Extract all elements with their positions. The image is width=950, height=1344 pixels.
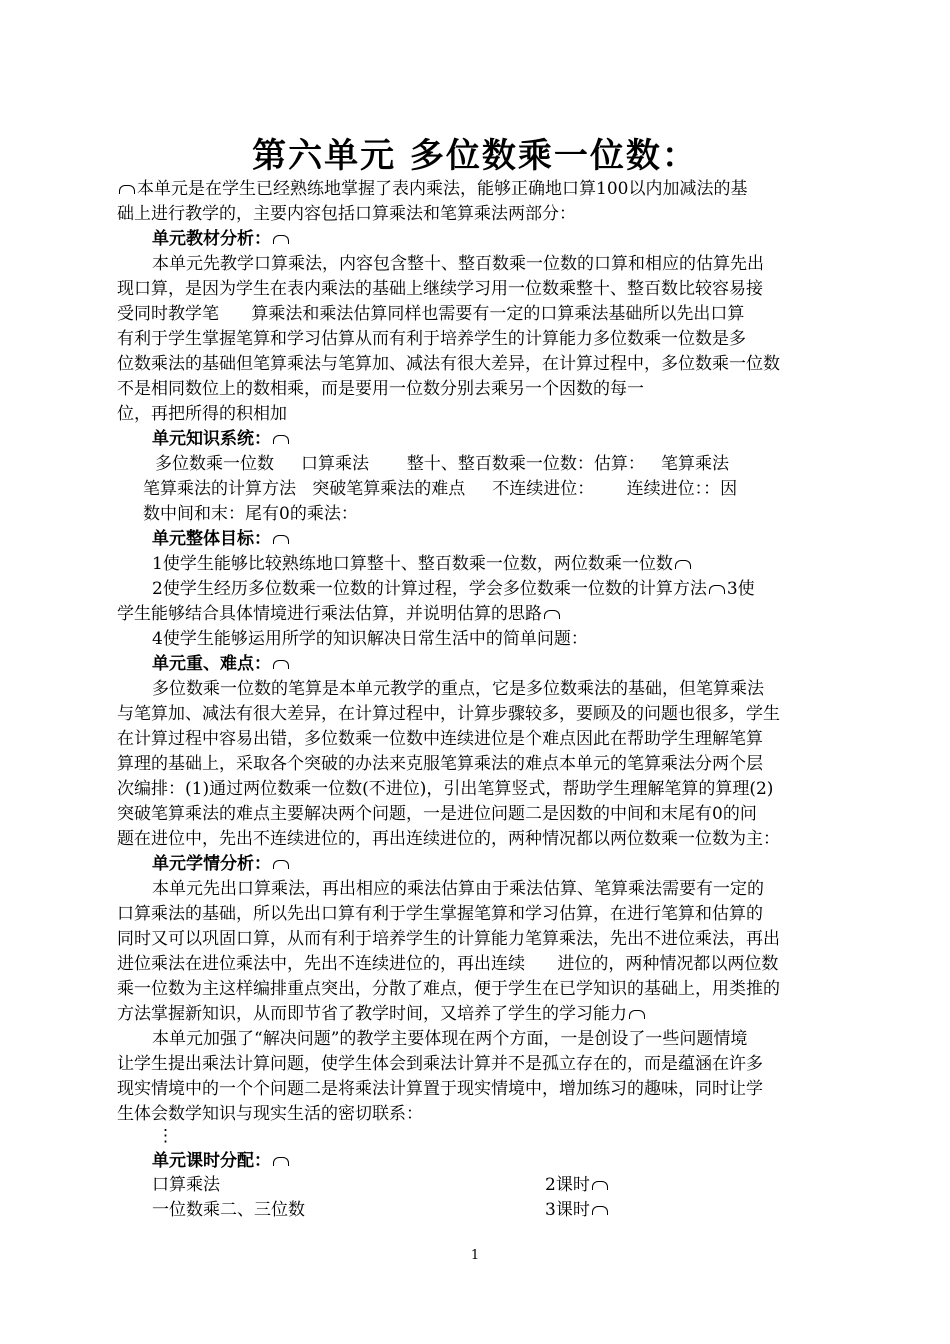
goal-line: 学生能够结合具体情境进行乘法估算，并说明估算的思路: [117, 602, 562, 627]
section-heading-system: 单元知识系统：: [152, 427, 291, 452]
paragraph-mark-icon: [592, 1206, 608, 1215]
paragraph-mark-icon: [675, 560, 691, 569]
goal-line: 4使学生能够运用所学的知识解决日常生活中的简单问题：: [152, 629, 588, 649]
paragraph-mark-icon: [273, 660, 289, 669]
keypoint-line: 次编排：(1)通过两位数乘一位数(不进位)，引出笔算竖式，帮助学生理解笔算的算理(2): [117, 779, 774, 799]
page-number: 1: [470, 1248, 480, 1263]
paragraph-mark-icon: [592, 1181, 608, 1190]
section-heading-situation: 单元学情分析：: [152, 852, 291, 877]
situation-para2-line: 生体会数学知识与现实生活的密切联系：: [117, 1104, 423, 1124]
paragraph-mark-icon: [273, 235, 289, 244]
paragraph-mark-icon: [629, 1010, 645, 1019]
analysis-line: 本单元先教学口算乘法，内容包含整十、整百数乘一位数的口算和相应的估算先出: [152, 254, 764, 274]
paragraph-mark-icon: [544, 610, 560, 619]
situation-line: 同时又可以巩固口算，从而有利于培养学生的计算能力笔算乘法，先出不进位乘法，再出: [117, 929, 780, 949]
schedule-topic: 一位数乘二、三位数: [152, 1200, 305, 1220]
situation-para2-line: 本单元加强了“解决问题”的教学主要体现在两个方面，一是创设了一些问题情境: [152, 1029, 748, 1049]
section-heading-analysis: 单元教材分析：: [152, 227, 291, 252]
paragraph-mark-icon: [119, 185, 135, 194]
situation-line: 方法掌握新知识，从而即节省了教学时间，又培养了学生的学习能力: [117, 1002, 647, 1027]
system-line: 数中间和末：尾有0的乘法：: [143, 504, 358, 524]
analysis-line: 位数乘法的基础但笔算乘法与笔算加、减法有很大差异，在计算过程中，多位数乘一位数: [117, 354, 780, 374]
keypoint-line: 在计算过程中容易出错，多位数乘一位数中连续进位是个难点因此在帮助学生理解笔算: [117, 729, 763, 749]
keypoint-line: 算理的基础上，采取各个突破的办法来克服笔算乘法的难点本单元的笔算乘法分两个层: [117, 754, 763, 774]
keypoint-line: 多位数乘一位数的笔算是本单元教学的重点，它是多位数乘法的基础，但笔算乘法: [152, 679, 764, 699]
analysis-line: 不是相同数位上的数相乘，而是要用一位数分别去乘另一个因数的每一: [117, 379, 644, 399]
intro-line: 础上进行教学的，主要内容包括口算乘法和笔算乘法两部分：: [117, 204, 576, 224]
keypoint-line: 与笔算加、减法有很大差异，在计算过程中，计算步骤较多，要顾及的问题也很多，学生: [117, 704, 780, 724]
keypoint-line: 突破笔算乘法的难点主要解决两个问题，一是进位问题二是因数的中间和末尾有0的问: [117, 804, 757, 824]
page-title: 第六单元 多位数乘一位数：: [252, 136, 698, 176]
situation-para2-line: 让学生提出乘法计算问题，使学生体会到乘法计算并不是孤立存在的，而是蕴涵在许多: [117, 1054, 763, 1074]
section-heading-keypoints: 单元重、难点：: [152, 652, 291, 677]
situation-line: 乘一位数为主这样编排重点突出，分散了难点，便于学生在已学知识的基础上，用类推的: [117, 979, 780, 999]
paragraph-mark-icon: [273, 1157, 289, 1166]
situation-line: 口算乘法的基础，所以先出口算有利于学生掌握笔算和学习估算，在进行笔算和估算的: [117, 904, 763, 924]
intro-line: 本单元是在学生已经熟练地掌握了表内乘法，能够正确地口算100以内加减法的基: [117, 177, 747, 202]
goal-line: 1使学生能够比较熟练地口算整十、整百数乘一位数，两位数乘一位数: [152, 552, 693, 577]
paragraph-mark-icon: [273, 860, 289, 869]
schedule-hours: 2课时: [545, 1173, 610, 1198]
analysis-line: 受同时教学笔 算乘法和乘法估算同样也需要有一定的口算乘法基础所以先出口算: [117, 304, 745, 324]
system-line: 笔算乘法的计算方法 突破笔算乘法的难点 不连续进位： 连续进位：：因: [143, 479, 738, 499]
analysis-line: 位，再把所得的积相加: [117, 404, 287, 424]
schedule-topic: 口算乘法: [152, 1175, 220, 1195]
goal-line: 2使学生经历多位数乘一位数的计算过程，学会多位数乘一位数的计算方法 3使: [152, 579, 755, 599]
paragraph-mark-icon: [273, 435, 289, 444]
situation-line: 本单元先出口算乘法，再出相应的乘法估算由于乘法估算、笔算乘法需要有一定的: [152, 879, 764, 899]
schedule-hours: 3课时: [545, 1198, 610, 1223]
situation-line: 进位乘法在进位乘法中，先出不连续进位的，再出连续 进位的，两种情况都以两位数: [117, 954, 779, 974]
keypoint-line: 题在进位中，先出不连续进位的，再出连续进位的，两种情况都以两位数乘一位数为主：: [117, 829, 780, 849]
ellipsis-mark: ⋮: [157, 1126, 174, 1146]
paragraph-mark-icon: [709, 585, 725, 594]
paragraph-mark-icon: [273, 535, 289, 544]
situation-para2-line: 现实情境中的一个个问题二是将乘法计算置于现实情境中，增加练习的趣味，同时让学: [117, 1079, 763, 1099]
analysis-line: 有利于学生掌握笔算和学习估算从而有利于培养学生的计算能力多位数乘一位数是多: [117, 329, 746, 349]
section-heading-schedule: 单元课时分配：: [152, 1149, 291, 1174]
section-heading-goals: 单元整体目标：: [152, 527, 291, 552]
analysis-line: 现口算，是因为学生在表内乘法的基础上继续学习用一位数乘整十、整百数比较容易接: [117, 279, 763, 299]
system-line: 多位数乘一位数 口算乘法 整十、整百数乘一位数：估算： 笔算乘法: [155, 454, 730, 474]
